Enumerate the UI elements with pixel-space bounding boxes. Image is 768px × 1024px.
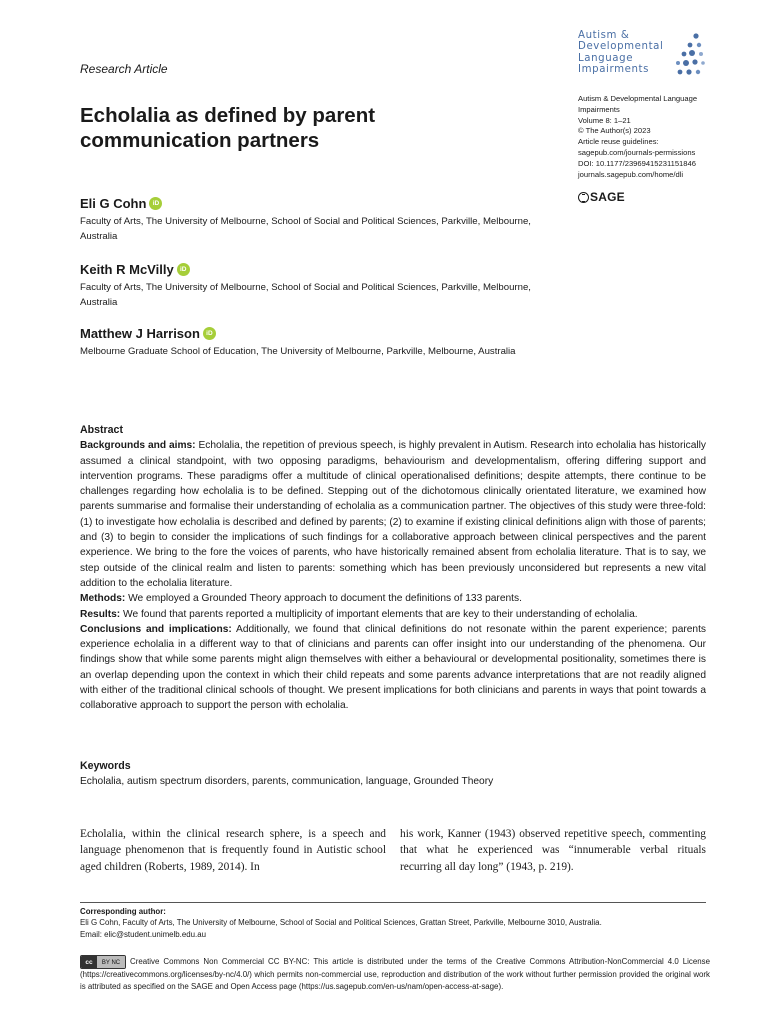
keywords-block [80, 759, 706, 789]
author-name: Keith R McVilly [80, 262, 174, 277]
journal-home-link[interactable]: journals.sagepub.com/home/dli [578, 169, 684, 179]
author-block [80, 196, 550, 244]
abstract-section-label: Conclusions and implications: [80, 623, 232, 635]
doi-link[interactable]: DOI: 10.1177/23969415231151846 [578, 158, 696, 168]
abstract-section-text: We found that parents reported a multiplicity of important elements that are key to their understanding of echolalia. [120, 608, 638, 620]
orcid-icon[interactable]: iD [149, 197, 162, 210]
author-name-row [80, 326, 550, 341]
abstract-section-label: Backgrounds and aims: [80, 440, 196, 452]
abstract-section [80, 622, 706, 714]
abstract [80, 423, 706, 714]
corresponding-author-email[interactable]: Email: elic@student.unimelb.edu.au [80, 929, 206, 939]
journal-name-line: Impairments [578, 104, 620, 114]
journal-name-line: Autism & Developmental Language [578, 94, 698, 103]
abstract-section-text: Echolalia, the repetition of previous speech, is highly prevalent in Autism. Research into echolalia has historically assumed a clinical standpoint, with two opposing paradigms, behaviourism and developmentalism, offering differing support and intervention programs. These paradigms offer a multitude of clinical operationalised definitions; despite attempts, there continue to be challenges regarding how echolalia is to be defined. Stepping out of the dichotomous clinically orientated literature, we examined how parents summarise and formalise their understanding of echolalia as a communication partner. The objectives of this study were three-fold: (1) to investigate how echolalia is described and defined by parents; (2) to examine if existing clinical definitions align with those of parents; and (3) to begin to consider the implications of such findings for a collaborative approach between clinical perspectives and the parent experience. We bring to the fore the voices of parents, who have historically remained absent from echolalia literature. That is to say, we step outside of the clinical realm and listen to parents: something which has been previously unconsidered but represents a new vital addition to the echolalia literature. [80, 440, 706, 589]
license-notice [80, 955, 710, 993]
orcid-icon[interactable]: iD [203, 327, 216, 340]
abstract-section [80, 607, 706, 622]
cc-by-nc-badge-icon[interactable] [80, 955, 126, 969]
keywords-heading: Keywords [80, 760, 131, 772]
article-type-label: Research Article [80, 62, 168, 76]
abstract-section-text: We employed a Grounded Theory approach to document the definitions of 133 parents. [125, 593, 522, 605]
logo-line: Impairments [578, 63, 650, 75]
publisher-logo [578, 190, 625, 204]
abstract-heading: Abstract [80, 424, 123, 436]
author-name-row [80, 196, 550, 211]
article-title: Echolalia as defined by parent communication partners [80, 104, 376, 152]
logo-line: Developmental [578, 41, 664, 53]
reuse-guidelines-label: Article reuse guidelines: [578, 137, 659, 147]
permissions-link[interactable]: sagepub.com/journals-permissions [578, 147, 696, 157]
journal-logo[interactable] [574, 30, 714, 82]
footnote-divider [80, 902, 706, 903]
corresponding-author-heading: Corresponding author: [80, 907, 166, 916]
keywords-list: Echolalia, autism spectrum disorders, parents, communication, language, Grounded Theory [80, 776, 494, 787]
volume-info: Volume 8: 1–21 [578, 115, 631, 125]
author-affiliation: Faculty of Arts, The University of Melbourne, School of Social and Political Sciences, Parkville, Melbourne, Australia [80, 216, 531, 242]
license-text: Creative Commons Non Commercial CC BY-NC: This article is distributed under the terms of the Creative Commons Attribution-NonCommercial 4.0 License (https://creativecommons.org/licenses/by-nc/4.0/) which permits non-commercial use, reproduction and distribution of the work without further permission provided the original work is attributed as specified on the SAGE and Open Access page (https://us.sagepub.com/en-us/nam/open-access-at-sage). [80, 957, 710, 992]
journal-logo-dots-icon [670, 30, 714, 82]
abstract-section [80, 438, 706, 591]
author-name: Matthew J Harrison [80, 326, 200, 341]
corresponding-author [80, 906, 710, 940]
journal-info [578, 94, 728, 180]
copyright-info: © The Author(s) 2023 [578, 126, 651, 136]
journal-logo-text [578, 30, 663, 75]
publisher-name: SAGE [590, 190, 625, 204]
author-name-row [80, 262, 550, 277]
orcid-icon[interactable]: iD [177, 263, 190, 276]
abstract-section [80, 591, 706, 606]
abstract-section-text: Additionally, we found that clinical definitions do not resonate within the parent experience; parents experience echolalia in a different way to that of clinicians and parents can offer insight into our understanding of the phenomena. Our findings show that while some parents might align themselves with either a behavioural or developmental positionality, sometimes there is an overlap depending upon the context in which their child repeats and some parents advance interpretations that are not readily aligned with either of the traditional clinical schools of thought. We present implications for both clinicians and parents in ways that point towards a collaborative approach to support the person with echolalia. [80, 623, 707, 712]
corresponding-author-address: Eli G Cohn, Faculty of Arts, The University of Melbourne, School of Social and Political Sciences, Grattan Street, Parkville, Melbourne 3010, Australia. [80, 918, 602, 928]
author-block [80, 326, 550, 359]
logo-line: Autism & [578, 30, 630, 41]
body-text-right-column: his work, Kanner (1943) observed repetitive speech, commenting that what he experienced was “innumerable verbal rituals recurring all day long” (1943, p. 219). [400, 828, 706, 873]
sage-icon [578, 192, 589, 203]
abstract-section-label: Results: [80, 608, 121, 620]
logo-line: Language [578, 52, 634, 64]
cc-badge-left: cc [81, 956, 97, 968]
body-text-left-column: Echolalia, within the clinical research sphere, is a speech and language phenomenon that is frequently found in Autistic school aged children (Roberts, 1989, 2014). In [80, 828, 386, 873]
author-name: Eli G Cohn [80, 196, 147, 211]
cc-badge-right: BY NC [97, 956, 125, 968]
author-block [80, 262, 550, 310]
author-affiliation: Melbourne Graduate School of Education, The University of Melbourne, Parkville, Melbourne, Australia [80, 346, 516, 357]
abstract-section-label: Methods: [80, 593, 126, 605]
author-affiliation: Faculty of Arts, The University of Melbourne, School of Social and Political Sciences, Parkville, Melbourne, Australia [80, 282, 531, 308]
